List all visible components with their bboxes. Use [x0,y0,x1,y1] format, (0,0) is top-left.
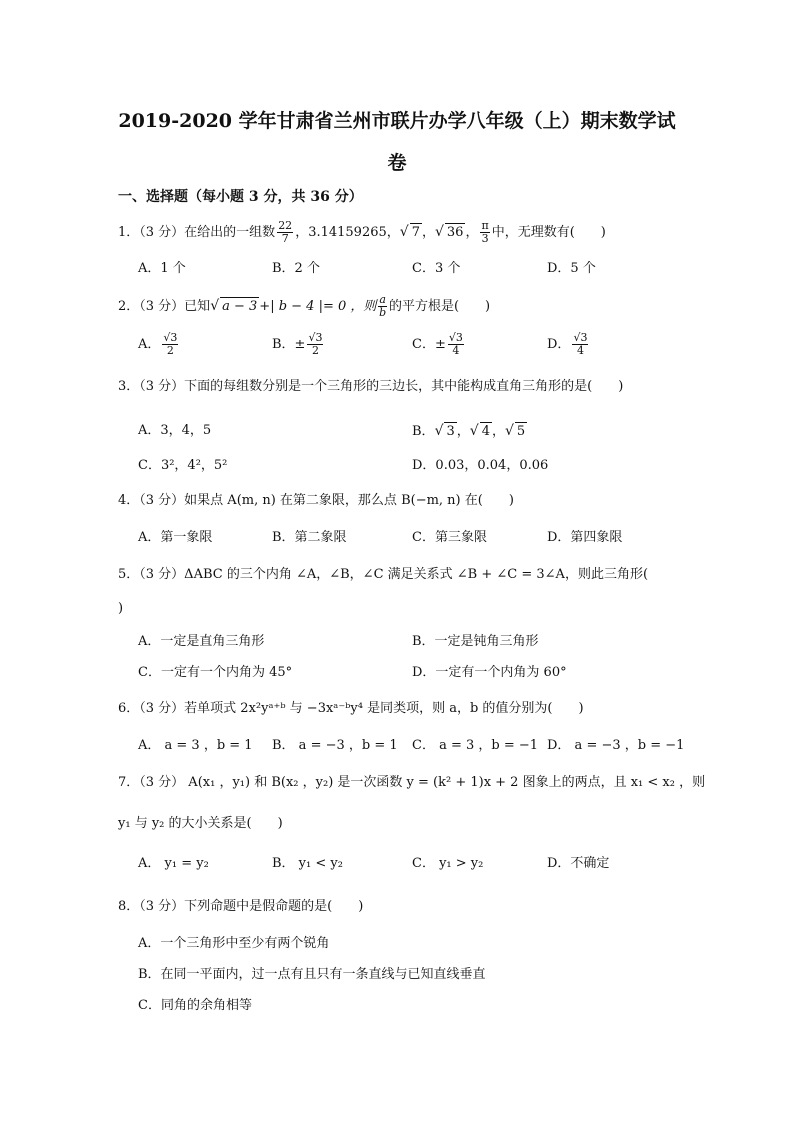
q8-option-c: C．同角的余角相等 [138,998,252,1013]
q1-pre: 1．（3 分）在给出的一组数 [118,225,276,240]
q1-option-d: D．5 个 [547,261,596,276]
q3-option-a: A．3，4，5 [138,423,212,438]
q7-option-c: C． y₁ > y₂ [412,856,484,871]
q1-option-c: C．3 个 [412,261,461,276]
q1-option-a: A．1 个 [138,261,186,276]
q1-fraction-pi-3: $\frac{\pi}{3}$ [481,219,489,245]
question-3-stem: 3．（3 分）下面的每组数分别是一个三角形的三边长，其中能构成直角三角形的是( ) [118,379,624,394]
q4-option-a: A．第一象限 [138,530,213,545]
q3-option-d: D．0.03，0.04，0.06 [412,458,549,473]
q2-fraction-a-b: $\frac{a}{b}$ [379,293,387,319]
question-2-stem: 2．（3 分）已知√ a − 3 +| b − 4 |= 0 ，则 $\frac{a}{b}$ 的平方根是( ) [118,293,491,319]
q5-option-c: C．一定有一个内角为 45° [138,665,293,680]
q7-option-b: B． y₁ < y₂ [272,856,343,871]
q6-option-c: C． a = 3 ，b = −1 [412,738,539,753]
q2-option-c: C．± $\frac{√3}{4}$ [412,331,463,357]
q8-option-a: A．一个三角形中至少有两个锐角 [138,936,330,951]
q1-radical-1: √ [399,224,409,240]
q5-option-b: B．一定是钝角三角形 [412,634,539,649]
q4-option-b: B．第二象限 [272,530,347,545]
q2-option-b: B．± $\frac{√3}{2}$ [272,331,323,357]
q6-option-a: A． a = 3 ，b = 1 [138,738,253,753]
question-1-stem: 1．（3 分）在给出的一组数 $\frac{22}{7}$ ，3.14159265，√ 7 ，√ 36 ， $\frac{\pi}{3}$ 中，无理数有( ) [118,219,606,245]
section-heading: 一、选择题（每小题 3 分，共 36 分） [118,189,363,205]
q1-post: 中，无理数有( ) [491,225,606,240]
q8-option-b: B．在同一平面内，过一点有且只有一条直线与已知直线垂直 [138,967,486,982]
q4-option-c: C．第三象限 [412,530,487,545]
question-6-stem: 6．（3 分）若单项式 2x²yᵃ⁺ᵇ 与 −3xᵃ⁻ᵇy⁴ 是同类项，则 a，b 的值分别为( ) [118,701,584,716]
q1-radical-2: √ [434,224,444,240]
question-7-stem-cont: y₁ 与 y₂ 的大小关系是( ) [118,816,283,831]
q5-option-a: A．一定是直角三角形 [138,634,265,649]
q2-option-a: A． $\frac{√3}{2}$ [138,331,178,357]
q2-radicand: a − 3 [222,299,258,314]
q7-option-a: A． y₁ = y₂ [138,856,209,871]
q7-option-d: D．不确定 [547,856,610,871]
q5-option-d: D．一定有一个内角为 60° [412,665,567,680]
question-8-stem: 8．（3 分）下列命题中是假命题的是( ) [118,899,364,914]
exam-title-line-2: 卷 [387,152,407,174]
q3-option-b: B．√ 3 ，√ 4 ，√ 5 [412,423,526,439]
q2-option-d: D． $\frac{√3}{4}$ [547,331,588,357]
q1-fraction-22-7: $\frac{22}{7}$ [278,219,293,245]
q6-option-b: B． a = −3 ，b = 1 [272,738,398,753]
q1-mid: ，3.14159265， [295,225,400,240]
q1-option-b: B．2 个 [272,261,320,276]
question-5-stem-cont: ) [118,601,124,616]
question-4-stem: 4．（3 分）如果点 A(m, n) 在第二象限，那么点 B(−m, n) 在( ) [118,493,514,508]
q6-option-d: D． a = −3 ，b = −1 [547,738,685,753]
q3-option-c: C．3²，4²，5² [138,458,228,473]
q4-option-d: D．第四象限 [547,530,623,545]
question-7-stem: 7．（3 分） A(x₁ ，y₁) 和 B(x₂ ，y₂) 是一次函数 y = (k² + 1)x + 2 图象上的两点，且 x₁ < x₂ ，则 [118,775,706,790]
question-5-stem: 5．（3 分）ΔABC 的三个内角 ∠A，∠B，∠C 满足关系式 ∠B + ∠C = 3∠A，则此三角形( [118,567,649,582]
exam-title-line-1: 2019-2020 学年甘肃省兰州市联片办学八年级（上）期末数学试 [118,110,676,132]
